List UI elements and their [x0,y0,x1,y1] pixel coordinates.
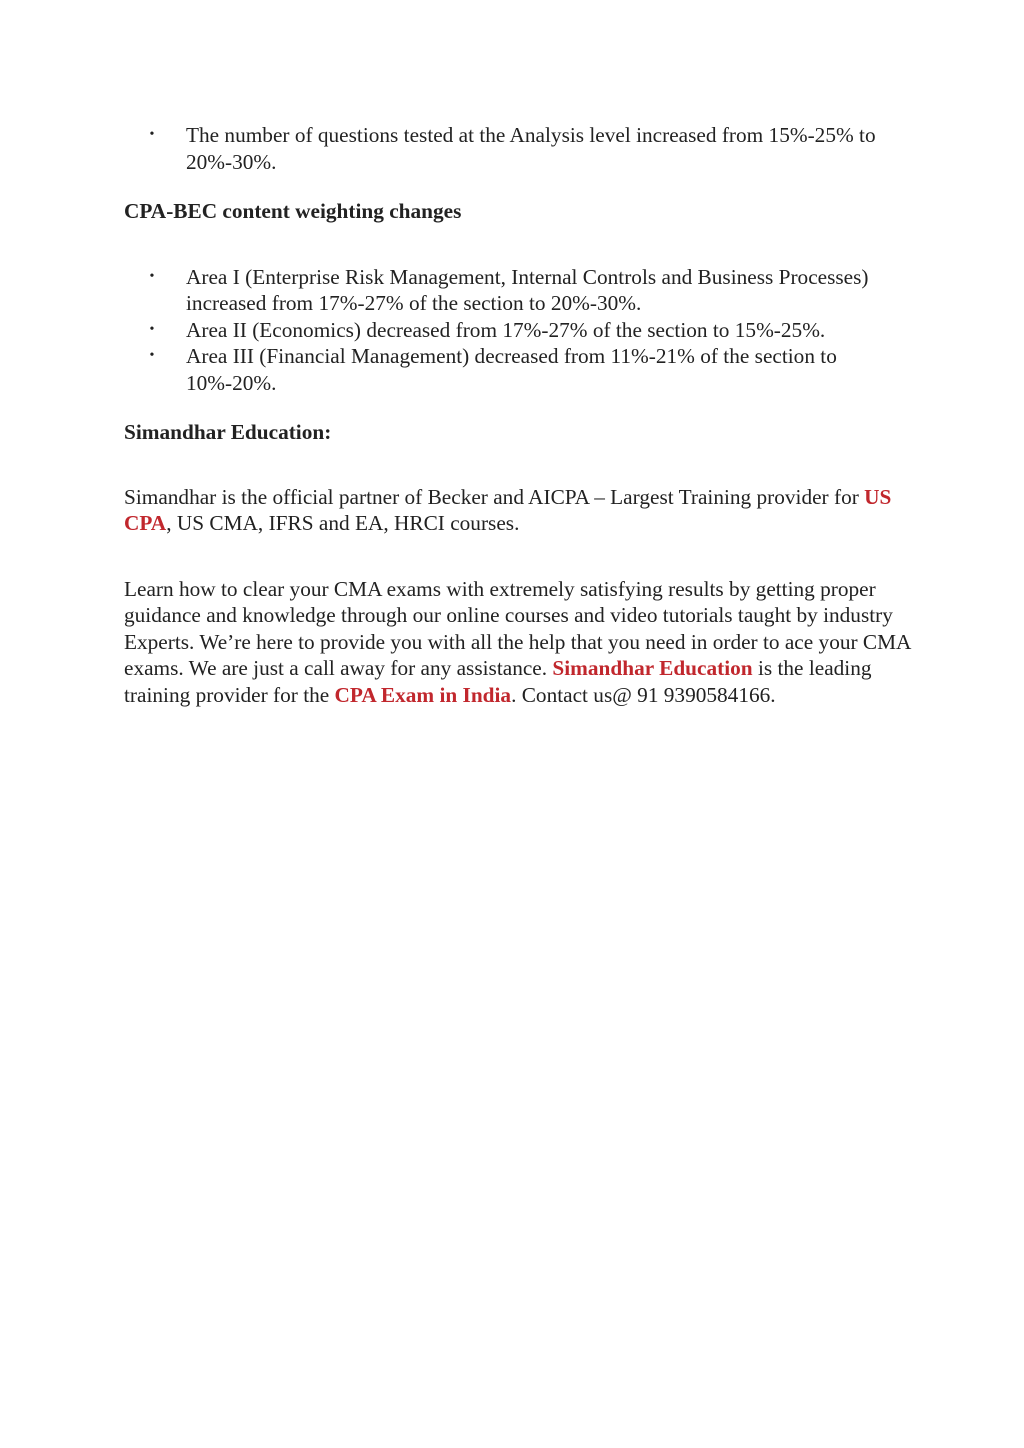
list-item [124,317,914,344]
list-item [124,343,914,396]
paragraph-text: . Contact us@ 91 9390584166. [511,682,776,707]
bullet-icon: • [149,348,155,363]
paragraph-text: Simandhar is the official partner of Becker and AICPA – Largest Training provider for [124,484,865,509]
partner-paragraph [124,484,914,537]
bullet-icon: • [149,321,155,337]
bullet-icon: • [149,127,155,142]
list-item-text: The number of questions tested at the Analysis level increased from 15%-25% to 20%-30%. [186,123,876,174]
paragraph-text: , US CMA, IFRS and EA, HRCI courses. [166,511,520,535]
document-content [124,122,914,708]
list-item [124,264,914,317]
section-heading-simandhar: Simandhar Education: [124,420,332,444]
cma-exam-paragraph [124,576,914,709]
bullet-icon: • [149,268,155,284]
us-cpa-link[interactable]: US CPA [124,484,892,535]
analysis-level-list [124,122,914,175]
simandhar-education-link[interactable]: Simandhar Education [552,656,753,680]
paragraph-text: is the leading training provider for the [124,656,872,707]
cpa-exam-india-link[interactable]: CPA Exam in India [334,682,512,707]
list-item-text: Area II (Economics) decreased from 17%-27% of the section to 15%-25%. [186,317,826,342]
bec-weighting-list [124,264,914,397]
paragraph-text: Learn how to clear your CMA exams with extremely satisfying results by getting proper guidance and knowledge through our online courses and video tutorials taught by industry Experts. We’re here to provide you with all the help that you need in order to ace your CMA exams. We are just a call away for any assistance. [124,576,911,680]
section-heading-bec: CPA-BEC content weighting changes [124,199,462,223]
list-item [124,122,914,175]
list-item-text: Area I (Enterprise Risk Management, Internal Controls and Business Processes) increased from 17%-27% of the section to 20%-30%. [186,264,869,315]
list-item-text: Area III (Financial Management) decreased from 11%-21% of the section to 10%-20%. [186,344,837,395]
